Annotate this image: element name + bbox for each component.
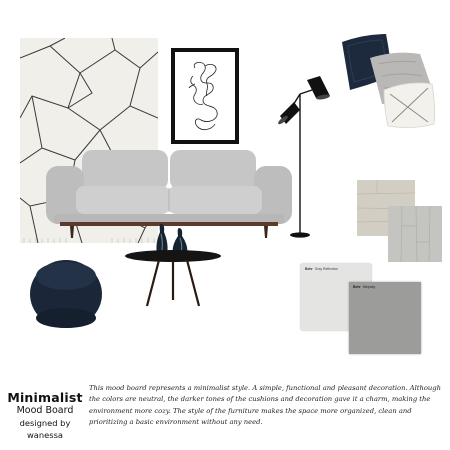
line-art-print — [171, 48, 239, 144]
board-title: Minimalist — [7, 390, 83, 405]
cushions — [338, 30, 438, 130]
designer-credit: designed by wanessa — [19, 418, 71, 440]
paint-swatch-stepney — [349, 282, 421, 354]
print-mat — [175, 52, 235, 140]
swatch-name: Gray Reflection — [314, 267, 339, 271]
swatch-name: Stepney — [362, 285, 376, 289]
board-title-block — [5, 391, 85, 441]
swatch-brand: Behr — [353, 285, 361, 289]
coffee-table — [123, 222, 223, 310]
board-description: This mood board represents a minimalist style. A simple, functional and pleasant decoration. Although the colors are neutral, the darker tones of the cushions and decoration gave it a charm, making the environment more cozy. The style of the furniture makes the space more organized, clean and prioritizing a basic environment without any need. — [89, 384, 441, 426]
navy-pouf — [28, 258, 104, 330]
floor-sample-grey — [388, 206, 442, 262]
board-subtitle: Mood Board — [16, 405, 74, 416]
swatch-brand: Behr — [305, 267, 313, 271]
line-art-drawing — [181, 58, 229, 134]
